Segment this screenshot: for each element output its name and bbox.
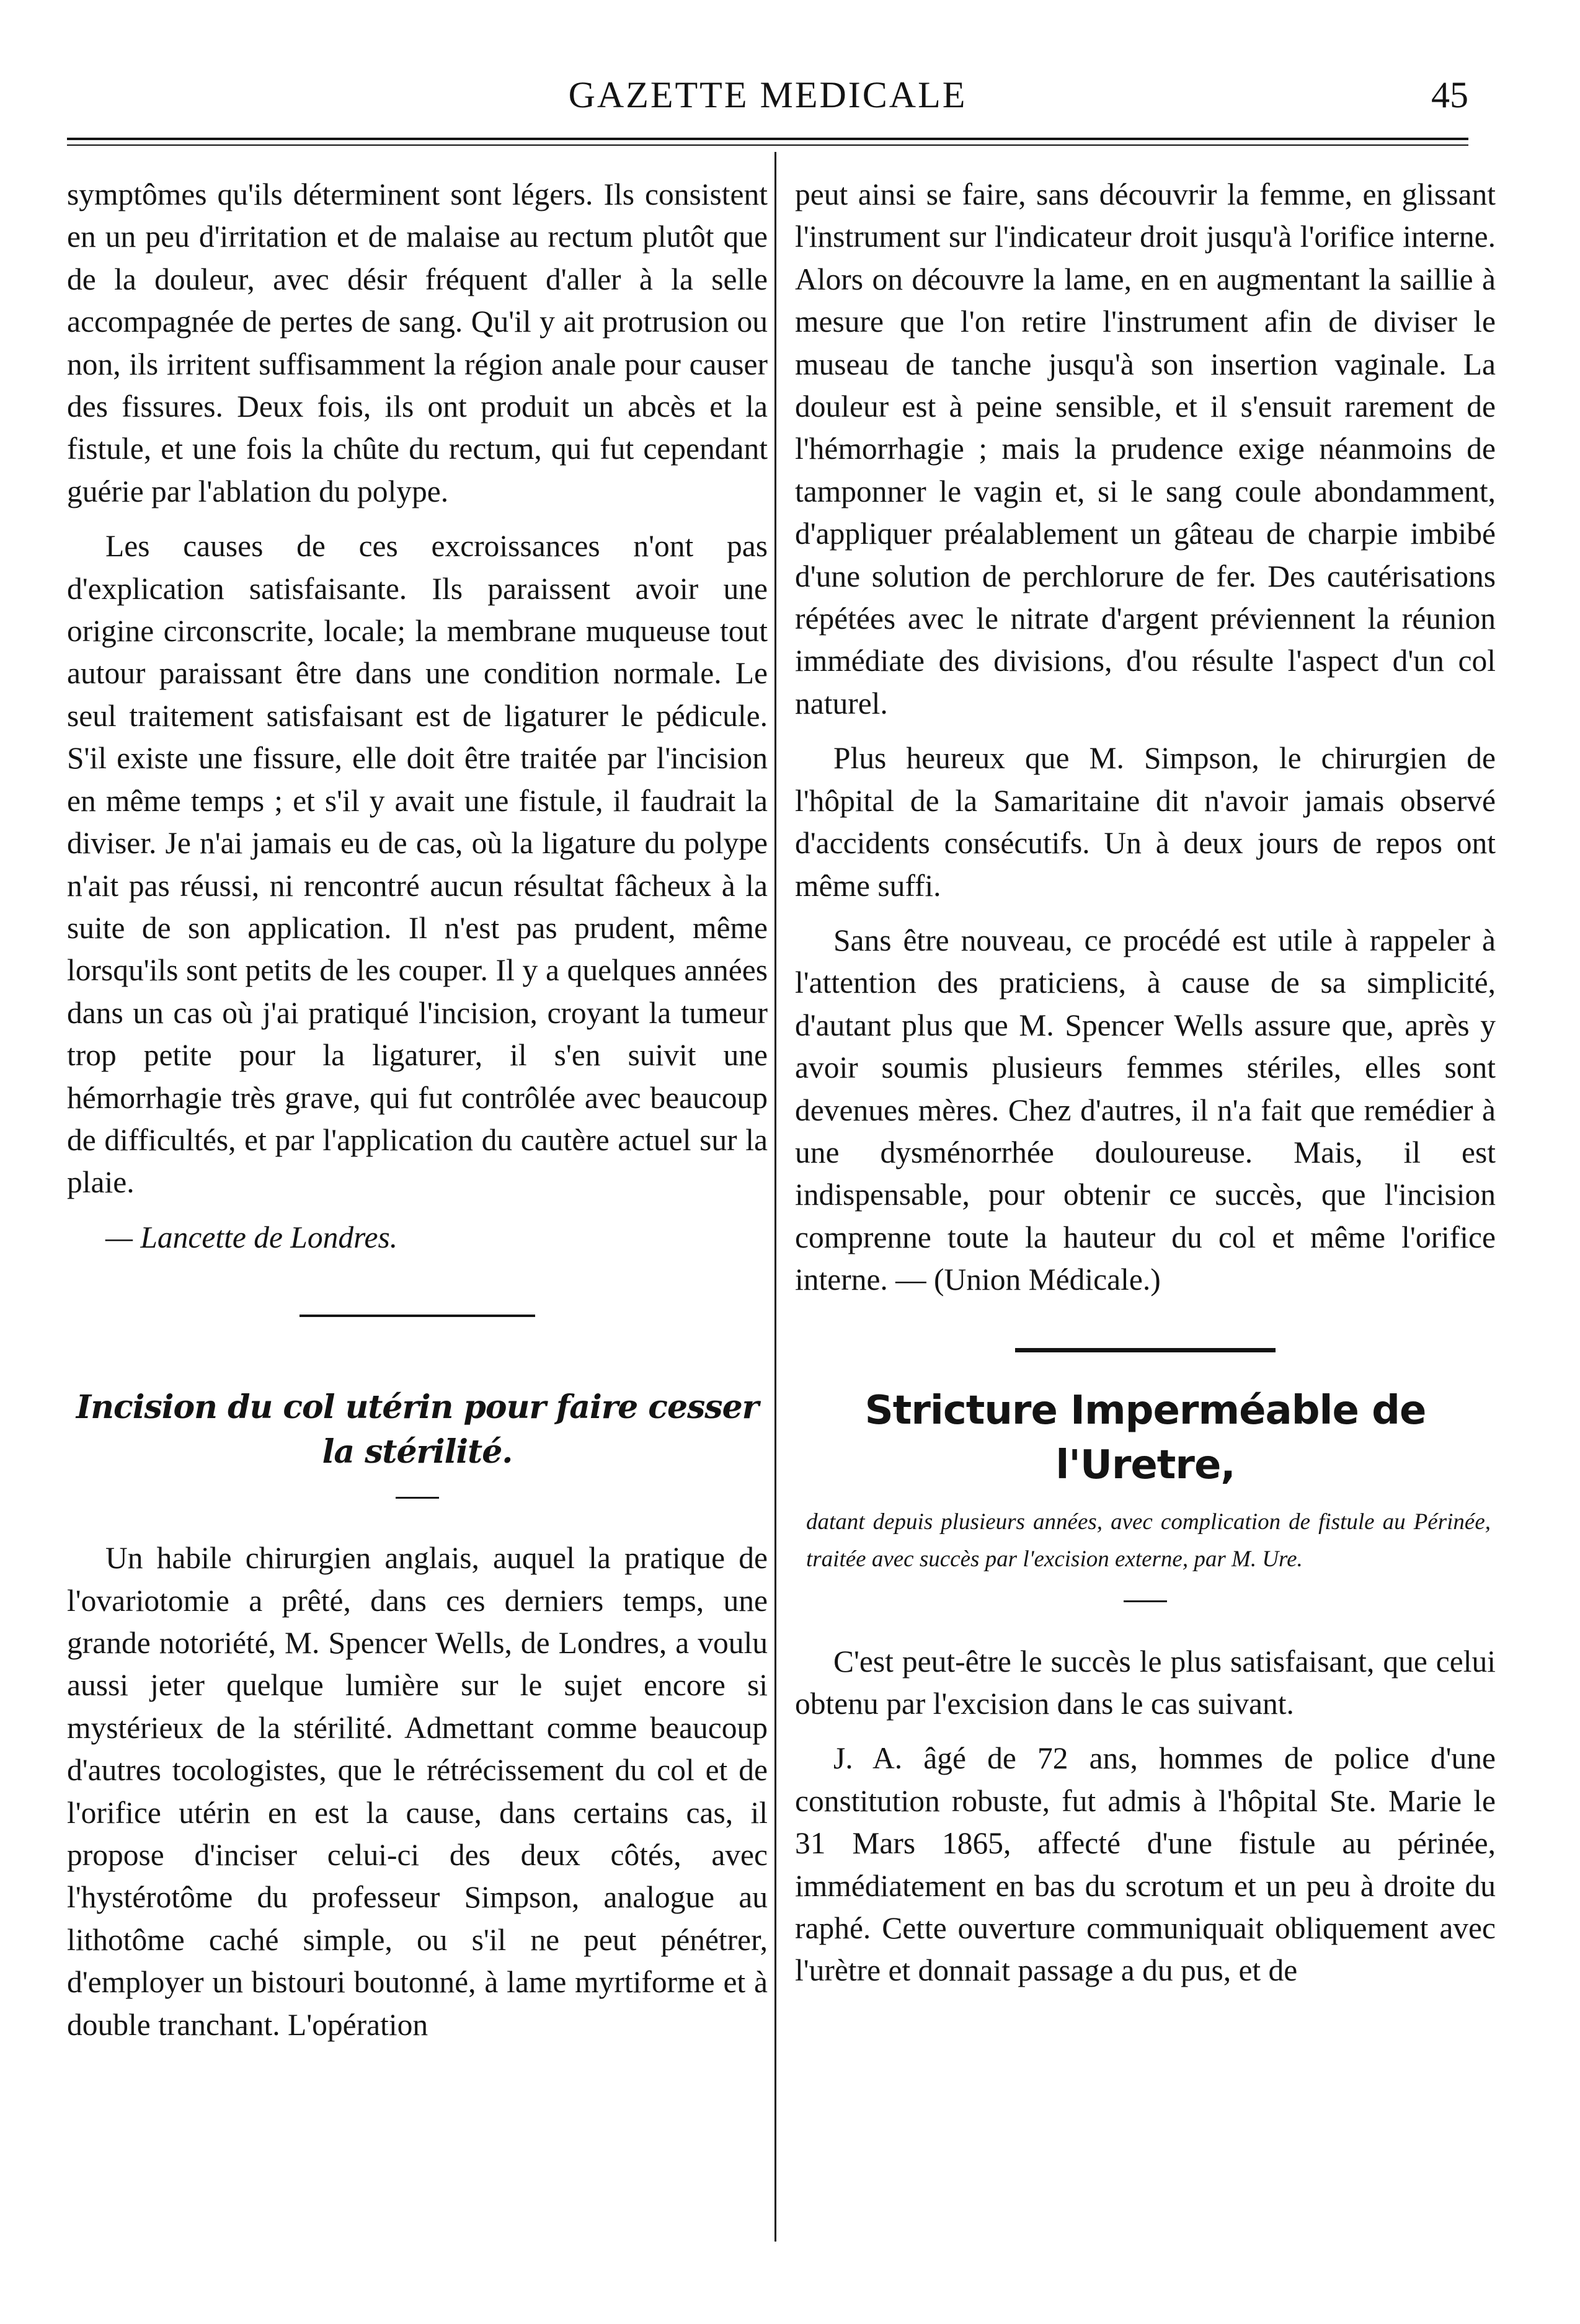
page-header [67,67,1468,123]
paragraph: peut ainsi se faire, sans découvrir la femme, en glissant l'instrument sur l'indicateur droit jusqu'à l'orifice interne. Alors on découvre la lame, en en augmentant la saillie à mesure que l'on retire l'instrument afin de diviser le museau de tanche jusqu'à son insertion vaginale. La douleur est à peine sensible, et il s'ensuit rarement de l'hémorrhagie ; mais la prudence exige néanmoins de tamponner le vagin et, si le sang coule abondamment, d'appliquer préalablement un gâteau de charpie imbibé d'une solution de perchlorure de fer. Des cautérisations répétées avec le nitrate d'argent préviennent la réunion immédiate des divisions, d'ou résulte l'aspect d'un col naturel. [795,177,1496,721]
paragraph: J. A. âgé de 72 ans, hommes de police d'une constitution robuste, fut admis à l'hôpital Ste. Marie le 31 Mars 1865, affecté d'une fistule au périnée, immédiatement en bas du scrotum et un peu à droite du raphé. Cette ouverture communiquait obliquement avec l'urètre et donnait passage a du pus, et de [795,1741,1496,1988]
title-dash [396,1497,439,1499]
title-dash [1124,1600,1167,1602]
header-rule-thick [67,138,1468,140]
source-signature: — Lancette de Londres. [105,1220,398,1254]
paragraph: symptômes qu'ils déterminent sont légers. Ils consistent en un peu d'irritation et de malaise au rectum plutôt que de la douleur, avec désir fréquent d'aller à la selle accompagnée de pertes de sang. Qu'il y ait protrusion ou non, ils irritent suffisamment la région anale pour causer des fissures. Deux fois, ils ont produit un abcès et la fistule, et une fois la chûte du rectum, qui fut cependant guérie par l'ablation du polype. [67,177,768,508]
paragraph: Sans être nouveau, ce procédé est utile à rappeler à l'attention des praticiens, à cause de sa simplicité, d'autant plus que M. Spencer Wells assure que, après y avoir soumis plusieurs femmes stériles, elles sont devenues mères. Chez d'autres, il n'a fait que remédier à une dysménorrhée douloureuse. Mais, il est indispensable, pour obtenir ce succès, que l'incision comprenne toute la hauteur du col et même l'orifice interne. — (Union Médicale.) [795,923,1496,1297]
article-title: Stricture Imperméable de l'Uretre, [864,1387,1426,1488]
left-column [67,174,768,2257]
section-separator [1015,1348,1276,1352]
paragraph: Plus heureux que M. Simpson, le chirurgien de l'hôpital de la Samaritaine dit n'avoir jamais observé d'accidents consécutifs. Un à deux jours de repos ont même suffi. [795,741,1496,903]
paragraph: Un habile chirurgien anglais, auquel la pratique de l'ovariotomie a prêté, dans ces derniers temps, une grande notoriété, M. Spencer Wells, de Londres, a voulu aussi jeter quelque lumière sur le sujet encore si mystérieux de la stérilité. Admettant comme beaucoup d'autres tocologistes, que le rétrécissement du col et de l'orifice utérin en est la cause, dans certains cas, il propose d'inciser celui-ci des deux côtés, avec l'hystérotôme du professeur Simpson, analogue au lithotôme caché simple, ou s'il ne peut pénétrer, d'employer un bistouri boutonné, à lame myrtiforme et à double tranchant. L'opération [67,1541,768,2042]
column-divider [774,152,776,2242]
page-number: 45 [1431,74,1468,115]
paragraph: Les causes de ces excroissances n'ont pas d'explication satisfaisante. Ils paraissent avoir une origine circonscrite, locale; la membrane muqueuse tout autour paraissant être dans une condition normale. Le seul traitement satisfaisant est de ligaturer le pédicule. S'il existe une fissure, elle doit être traitée par l'incision en même temps ; et s'il y avait une fistule, il faudrait la diviser. Je n'ai jamais eu de cas, où la ligature du polype n'ait pas réussi, ni rencontré aucun résultat fâcheux à la suite de son application. Il n'est pas prudent, même lorsqu'ils sont petits de les couper. Il y a quelques années dans un cas où j'ai pratiqué l'incision, croyant la tumeur trop petite pour la ligaturer, il s'en suivit une hémorrhagie très grave, qui fut contrôlée avec beaucoup de difficultés, et par l'application du cautère actuel sur la plaie. [67,529,768,1200]
article-subtitle: datant depuis plusieurs années, avec complication de fistule au Périnée, traitée avec succès par l'excision externe, par M. Ure. [806,1509,1491,1572]
running-title: GAZETTE MEDICALE [568,74,967,115]
right-column [795,174,1496,2257]
header-rule-thin [67,144,1468,146]
section-separator [300,1315,535,1317]
article-title: Incision du col utérin pour faire cesser la stérilité. [76,1388,759,1471]
paragraph: C'est peut-être le succès le plus satisfaisant, que celui obtenu par l'excision dans le cas suivant. [795,1644,1496,1721]
